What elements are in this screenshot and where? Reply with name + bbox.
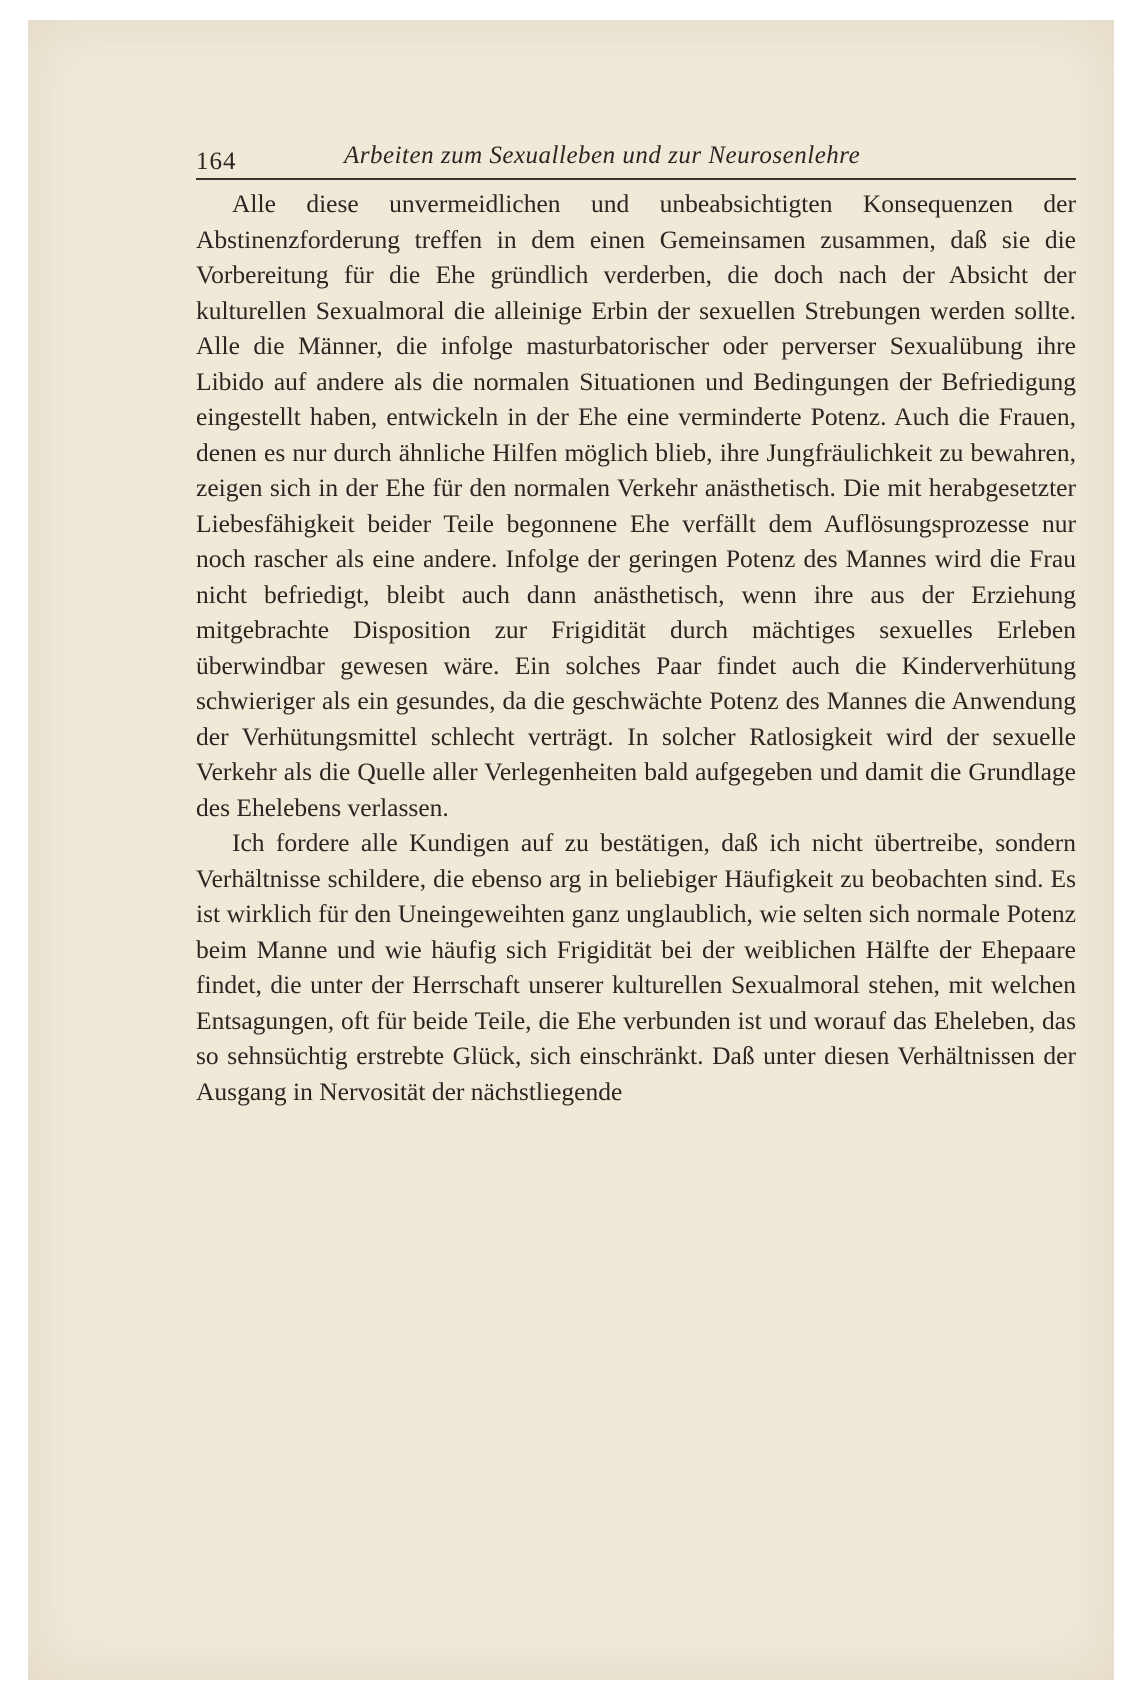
running-head (196, 130, 1076, 180)
paragraph-2: Ich fordere alle Kundigen auf zu bestätigen, daß ich nicht übertreibe, sondern Verhältnisse schildere, die ebenso arg in beliebiger Häufigkeit zu beobachten sind. Es ist wirklich für den Uneingeweihten ganz unglaublich, wie selten sich normale Potenz beim Manne und wie häufig sich Frigidität bei der weiblichen Hälfte der Ehepaare findet, die unter der Herrschaft unserer kulturellen Sexualmoral stehen, mit welchen Entsagungen, oft für beide Teile, die Ehe verbunden ist und worauf das Eheleben, das so sehnsüchtig erstrebte Glück, sich einschränkt. Daß unter diesen Verhältnissen der Ausgang in Nervosität der nächstliegende (196, 828, 1076, 1106)
running-title: Arbeiten zum Sexualleben und zur Neurosenlehre (344, 142, 861, 169)
book-page (196, 130, 1076, 1109)
page-number: 164 (196, 148, 237, 175)
paragraph-1: Alle diese unvermeidlichen und unbeabsichtigten Konsequenzen der Abstinenzforderung treffen in dem einen Gemeinsamen zusammen, daß sie die Vorbereitung für die Ehe gründlich verderben, die doch nach der Absicht der kulturellen Sexualmoral die alleinige Erbin der sexuellen Strebungen werden sollte. Alle die Männer, die infolge masturbatorischer oder perverser Sexualübung ihre Libido auf andere als die normalen Situationen und Bedingungen der Befriedigung eingestellt haben, entwickeln in der Ehe eine verminderte Potenz. Auch die Frauen, denen es nur durch ähnliche Hilfen möglich blieb, ihre Jungfräulichkeit zu bewahren, zeigen sich in der Ehe für den normalen Verkehr anästhetisch. Die mit herabgesetzter Liebesfähigkeit beider Teile begonnene Ehe verfällt dem Auflösungsprozesse nur noch rascher als eine andere. Infolge der geringen Potenz des Mannes wird die Frau nicht befriedigt, bleibt auch dann anästhetisch, wenn ihre aus der Erziehung mitgebrachte Disposition zur Frigidität durch mächtiges sexuelles Erleben überwindbar gewesen wäre. Ein solches Paar findet auch die Kinderverhütung schwieriger als ein gesundes, da die geschwächte Potenz des Mannes die Anwendung der Verhütungsmittel schlecht verträgt. In solcher Ratlosigkeit wird der sexuelle Verkehr als die Quelle aller Verlegenheiten bald aufgegeben und damit die Grundlage des Ehelebens verlassen. (196, 189, 1076, 822)
body-text (196, 186, 1076, 1109)
